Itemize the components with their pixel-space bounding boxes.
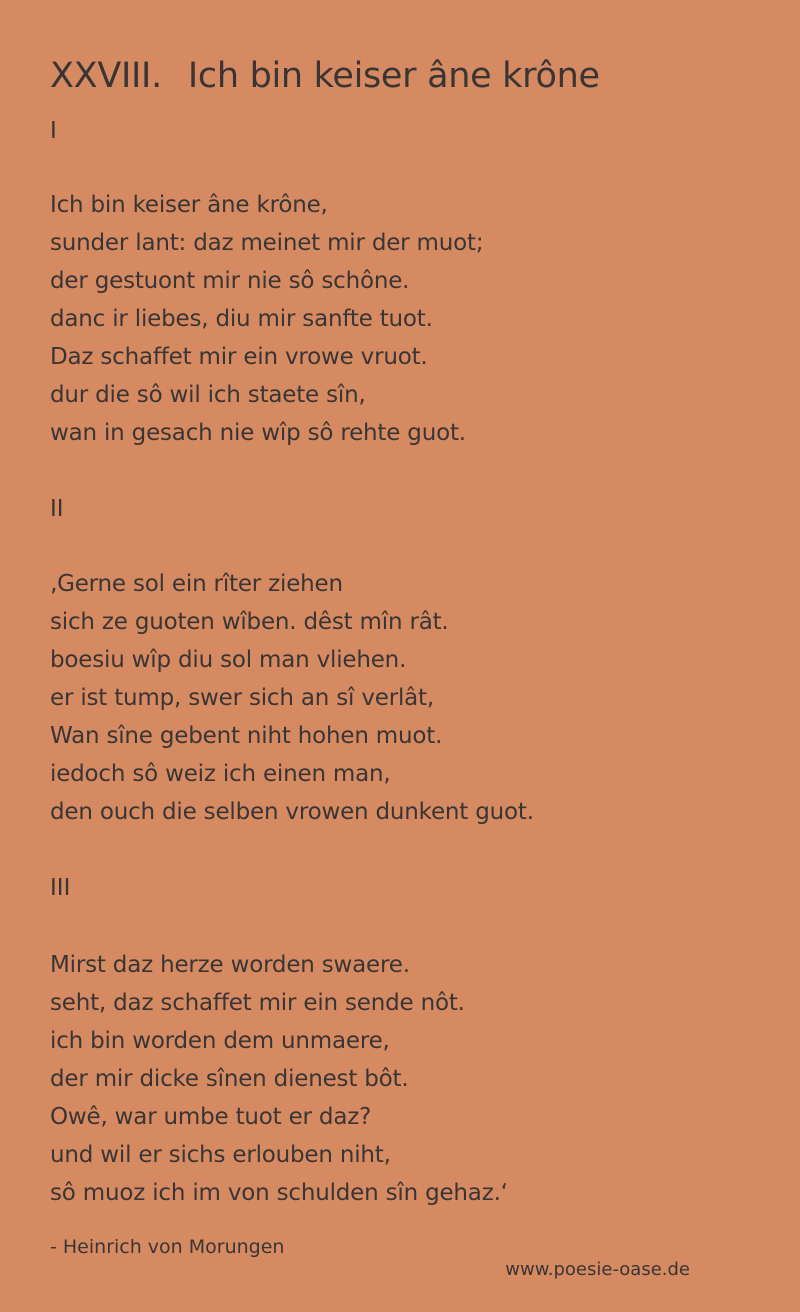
poem-line: sich ze guoten wîben. dêst mîn rât. xyxy=(50,609,449,635)
poem-line: ‚Gerne sol ein rîter ziehen xyxy=(50,571,343,597)
poem-title xyxy=(50,54,600,98)
poem-line: Owê, war umbe tuot er daz? xyxy=(50,1104,372,1130)
stanza-number-2: II xyxy=(50,496,64,522)
poem-line: dur die sô wil ich staete sîn, xyxy=(50,382,366,408)
poem-line: sunder lant: daz meinet mir der muot; xyxy=(50,230,484,256)
poem-line: danc ir liebes, diu mir sanfte tuot. xyxy=(50,306,433,332)
poem-line: den ouch die selben vrowen dunkent guot. xyxy=(50,799,534,825)
stanza-number-3: III xyxy=(50,875,71,901)
poem-line: Ich bin keiser âne krône, xyxy=(50,192,328,218)
poem-line: iedoch sô weiz ich einen man, xyxy=(50,761,391,787)
poem-line: Wan sîne gebent niht hohen muot. xyxy=(50,723,443,749)
poem-line: ich bin worden dem unmaere, xyxy=(50,1028,390,1054)
author-credit: - Heinrich von Morungen xyxy=(50,1236,285,1258)
poem-line: wan in gesach nie wîp sô rehte guot. xyxy=(50,420,466,446)
poem-line: boesiu wîp diu sol man vliehen. xyxy=(50,647,407,673)
poem-line: seht, daz schaffet mir ein sende nôt. xyxy=(50,990,465,1016)
poem-line: der gestuont mir nie sô schône. xyxy=(50,268,410,294)
stanza-3 xyxy=(50,946,508,1212)
website-watermark: www.poesie-oase.de xyxy=(505,1259,690,1280)
poem-line: Daz schaffet mir ein vrowe vruot. xyxy=(50,344,428,370)
poem-number: XXVIII. xyxy=(50,56,162,96)
stanza-2 xyxy=(50,565,534,831)
poem-title-text: Ich bin keiser âne krône xyxy=(187,56,600,96)
poem-line: er ist tump, swer sich an sî verlât, xyxy=(50,685,434,711)
poem-line: der mir dicke sînen dienest bôt. xyxy=(50,1066,409,1092)
poem-line: und wil er sichs erlouben niht, xyxy=(50,1142,391,1168)
stanza-number-1: I xyxy=(50,118,57,144)
stanza-1 xyxy=(50,186,483,452)
poem-line: Mirst daz herze worden swaere. xyxy=(50,952,410,978)
poem-line: sô muoz ich im von schulden sîn gehaz.‘ xyxy=(50,1180,508,1206)
